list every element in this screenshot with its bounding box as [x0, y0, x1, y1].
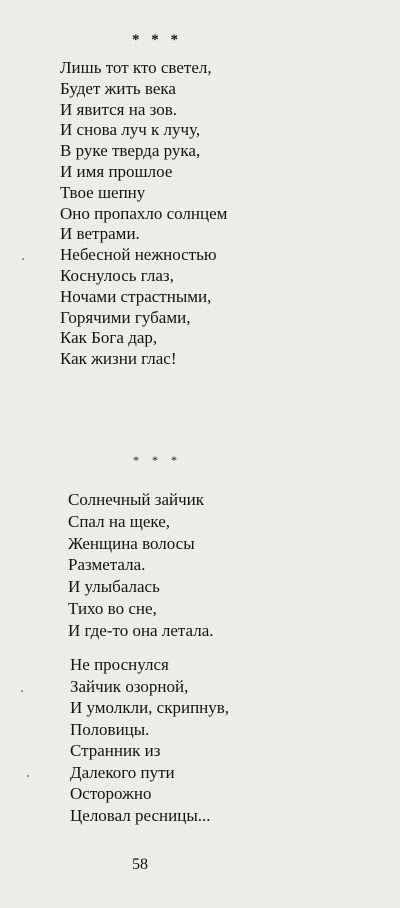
poem-line: Небесной нежностью	[60, 245, 217, 265]
poem-line: Странник из	[70, 741, 161, 760]
section-divider: * * *	[132, 32, 182, 48]
poem-line: Осторожно	[70, 784, 152, 803]
poem-line: Солнечный зайчик	[68, 490, 204, 509]
poem-line: И умолкли, скрипнув,	[70, 698, 230, 717]
poem-line: В руке тверда рука,	[60, 141, 201, 161]
poem-line: Твое шепну	[60, 182, 146, 202]
poem-line: Оно пропахло солнцем	[60, 203, 228, 223]
poem-line: Спал на щеке,	[68, 511, 171, 531]
poem-line: Как Бога дар,	[60, 328, 158, 348]
poem-line: Зайчик озорной,	[70, 676, 189, 696]
poem-line: И ветрами.	[60, 224, 140, 244]
poem-stanza-3	[70, 654, 229, 826]
poem-line: И где-то она летала.	[68, 620, 214, 640]
poem-line: Тихо во сне,	[68, 598, 157, 618]
poem-line: И улыбалась	[68, 577, 160, 597]
poem-stanza-1	[60, 58, 227, 370]
scan-speck	[22, 258, 24, 260]
poem-line: Целовал ресницы...	[70, 805, 211, 825]
scan-speck	[21, 690, 23, 692]
poem-line: Далекого пути	[70, 762, 175, 782]
poem-line: Половицы.	[70, 719, 150, 739]
poem-line: И имя прошлое	[60, 161, 173, 181]
poem-line: Не проснулся	[70, 655, 169, 674]
page-number: 58	[132, 856, 148, 873]
poem-line: Коснулось глаз,	[60, 265, 174, 285]
poem-line: Лишь тот кто светел,	[60, 58, 212, 77]
poem-line: Горячими губами,	[60, 307, 191, 327]
poem-line: И явится на зов.	[60, 99, 178, 119]
poem-line: Разметала.	[68, 555, 146, 575]
poem-line: Женщина волосы	[68, 533, 195, 553]
section-divider: * * *	[133, 453, 182, 467]
poem-line: И снова луч к лучу,	[60, 120, 201, 140]
scan-speck	[27, 775, 29, 777]
poem-line: Как жизни глас!	[60, 349, 177, 369]
poem-line: Будет жить века	[60, 78, 176, 98]
poem-line: Ночами страстными,	[60, 286, 212, 306]
poem-stanza-2	[68, 489, 214, 642]
